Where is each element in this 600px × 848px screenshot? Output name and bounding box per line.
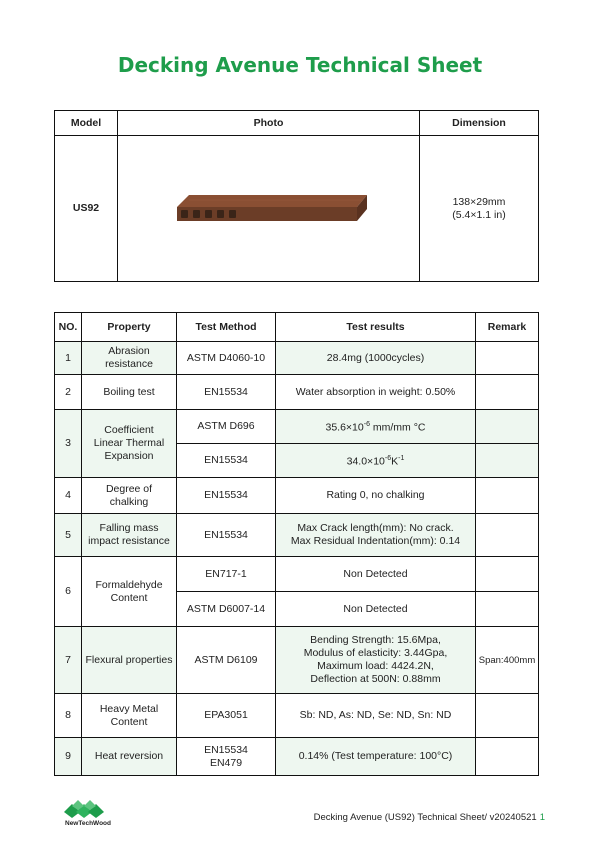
table-row: 9 Heat reversion EN15534 EN479 0.14% (Test temperature: 100°C) bbox=[55, 738, 539, 776]
table-row: 6 Formaldehyde Content EN717-1 Non Detected bbox=[55, 557, 539, 592]
footer bbox=[314, 812, 545, 823]
product-photo bbox=[118, 136, 420, 282]
table-row: ASTM D6007-14 Non Detected bbox=[55, 592, 539, 627]
table-row: 4 Degree of chalking EN15534 Rating 0, no chalking bbox=[55, 478, 539, 514]
model-value: US92 bbox=[55, 136, 118, 282]
table-row: 5 Falling mass impact resistance EN15534 Max Crack length(mm): No crack. Max Residual Indentation(mm): 0.14 bbox=[55, 514, 539, 557]
header-no: NO. bbox=[55, 313, 82, 342]
logo-text: NewTechWood bbox=[65, 820, 111, 827]
page-title: Decking Avenue Technical Sheet bbox=[117, 53, 483, 77]
table-row: 1 Abrasion resistance ASTM D4060-10 28.4mg (1000cycles) bbox=[55, 342, 539, 375]
footer-text: Decking Avenue (US92) Technical Sheet/ v20240521 bbox=[313, 812, 537, 823]
properties-table bbox=[54, 312, 539, 776]
header-test-results: Test results bbox=[276, 313, 476, 342]
header-dimension: Dimension bbox=[420, 111, 539, 136]
table-row: 8 Heavy Metal Content EPA3051 Sb: ND, As: ND, Se: ND, Sn: ND bbox=[55, 694, 539, 738]
logo-icon bbox=[58, 798, 118, 820]
header-remark: Remark bbox=[476, 313, 539, 342]
header-model: Model bbox=[55, 111, 118, 136]
decking-board-image bbox=[169, 187, 369, 227]
thermal-result-a: $35.6\times 10^{-6}$ mm/mm °C bbox=[276, 410, 476, 444]
header-property: Property bbox=[82, 313, 177, 342]
table-row: EN15534 $34.0\times 10^{-6}K^{-1}$ bbox=[55, 444, 539, 478]
table-row: 7 Flexural properties ASTM D6109 Bending Strength: 15.6Mpa, Modulus of elasticity: 3.44Gpa, Maximum load: 4424.2N, Deflection at 500N: 0.88mm Span:400mm bbox=[55, 627, 539, 694]
dimension-value: 138×29mm (5.4×1.1 in) bbox=[420, 136, 539, 282]
product-table bbox=[54, 110, 539, 282]
header-photo: Photo bbox=[118, 111, 420, 136]
table-row: 2 Boiling test EN15534 Water absorption in weight: 0.50% bbox=[55, 375, 539, 410]
thermal-result-b: $34.0\times 10^{-6}K^{-1}$ bbox=[276, 444, 476, 478]
table-row: 3 Coefficient Linear Thermal Expansion ASTM D696 $35.6\times 10^{-6}$ mm/mm °C bbox=[55, 410, 539, 444]
page-number: 1 bbox=[539, 812, 545, 823]
newtechwood-logo bbox=[58, 798, 118, 832]
header-test-method: Test Method bbox=[177, 313, 276, 342]
